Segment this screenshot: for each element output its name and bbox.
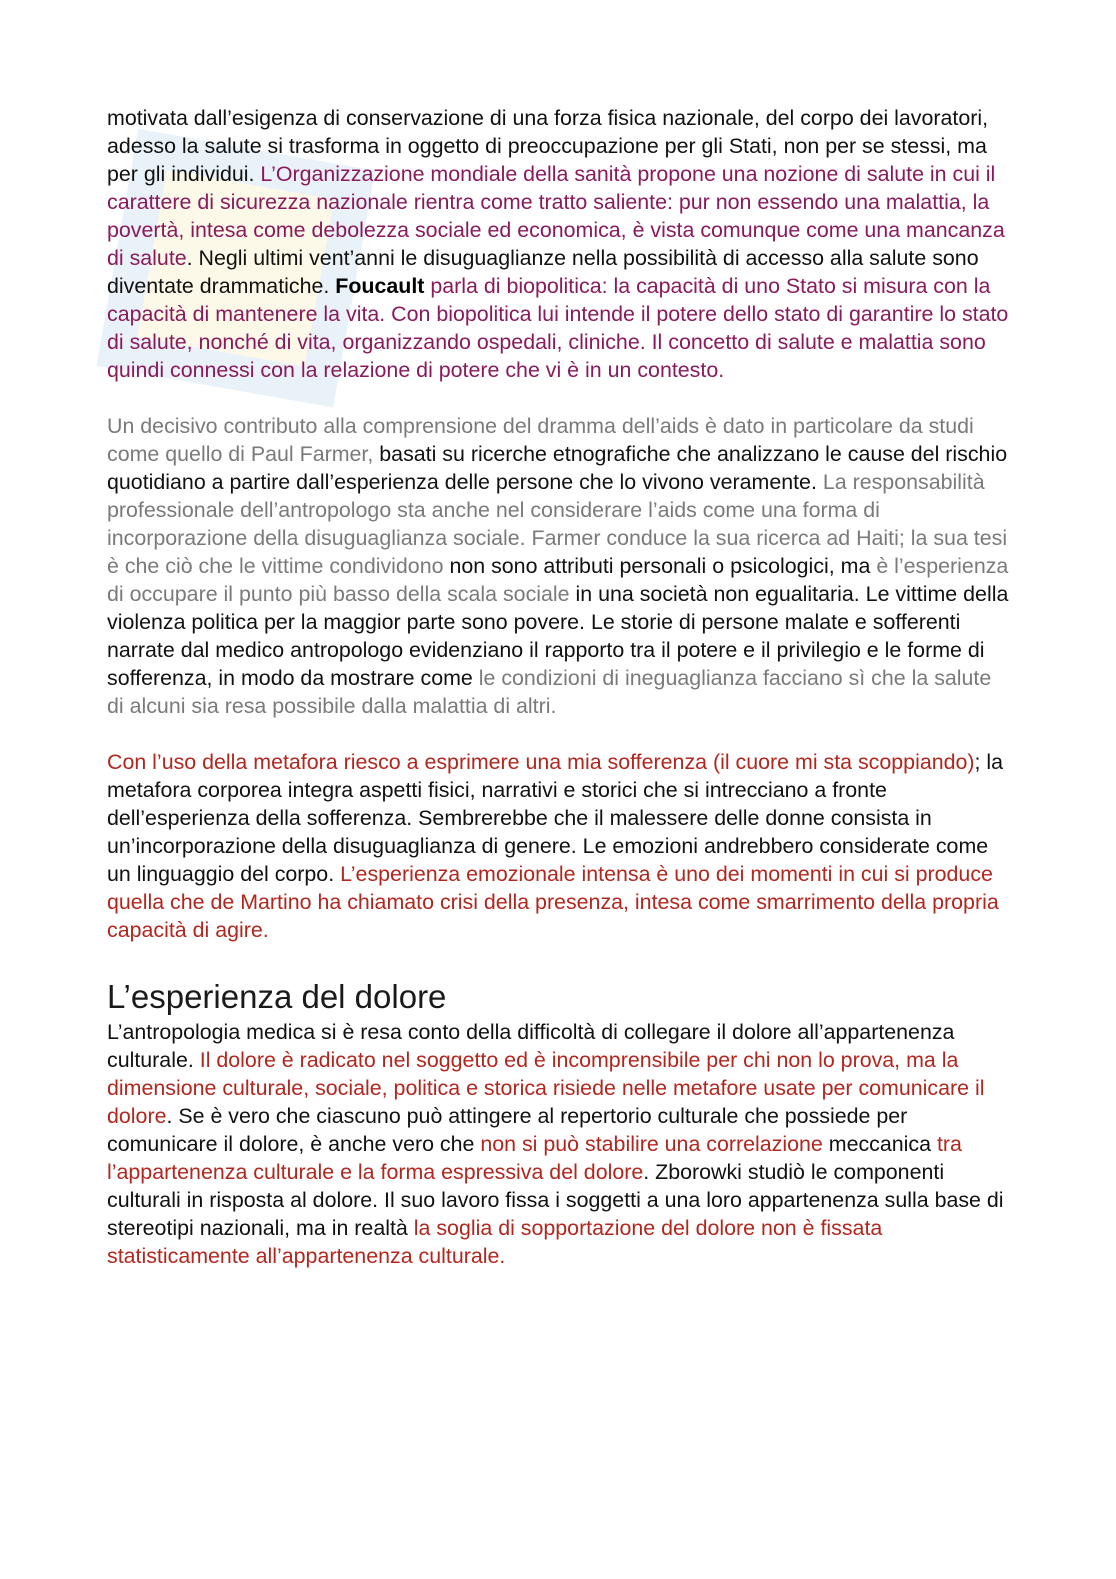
highlighted-text: L’Organizzazione mondiale della sanità propone una nozione di salute in cui il carattere di sicurezza nazionale rientra come tratto saliente: pur non essendo una malattia, la povertà, intesa come debolezza sociale ed economica, è vista comunque come una mancanza di salute (107, 162, 1005, 270)
paragraph-metafora (107, 748, 1012, 944)
text-segment: ; la metafora corporea integra aspetti fisici, narrativi e storici che si intrecciano a fronte dell’esperienza della sofferenza. Sembrerebbe che il malessere delle donne consista in un’incorporazione della disuguaglianza di genere. Le emozioni andrebbero considerate come un linguaggio del corpo. (107, 750, 1004, 886)
text-segment: . Zborowki studiò le componenti culturali in risposta al dolore. Il suo lavoro fissa i soggetti a una loro appartenenza sulla base di stereotipi nazionali, ma in realtà (107, 1160, 1004, 1240)
text-segment: . Negli ultimi vent’anni le disuguaglianze nella possibilità di accesso alla salute sono diventate drammatiche. (107, 246, 979, 298)
highlighted-text: Un decisivo contributo alla comprensione del dramma dell’aids è dato in particolare da studi come quello di Paul Farmer, (107, 414, 974, 466)
text-segment: . Se è vero che ciascuno può attingere al repertorio culturale che possiede per comunicare il dolore, è anche vero che (107, 1104, 908, 1156)
highlighted-text: Il dolore è radicato nel soggetto ed è incomprensibile per chi non lo prova, ma la dimensione culturale, sociale, politica e storica risiede nelle metafore usate per comunicare il dolore (107, 1048, 985, 1128)
text-segment: L’antropologia medica si è resa conto della difficoltà di collegare il dolore all’appartenenza culturale. (107, 1020, 955, 1072)
highlighted-text: parla di biopolitica: la capacità di uno Stato si misura con la capacità di mantenere la vita. Con biopolitica lui intende il potere dello stato di garantire lo stato di salute, nonché di vita, organizzando ospedali, cliniche. Il concetto di salute e malattia sono quindi connessi con la relazione di potere che vi è in un contesto. (107, 274, 1009, 382)
paragraph-farmer (107, 412, 1012, 720)
paragraph-dolore (107, 1018, 1012, 1270)
section-heading: L’esperienza del dolore (107, 978, 447, 1015)
highlighted-text: tra l’appartenenza culturale e la forma espressiva del dolore (107, 1132, 962, 1184)
bold-name-foucault: Foucault (335, 274, 425, 298)
text-segment: basati su ricerche etnografiche che analizzano le cause del rischio quotidiano a partire dall’esperienza delle persone che lo vivono veramente. (107, 442, 1008, 494)
text-segment: in una società non egualitaria. Le vittime della violenza politica per la maggior parte sono povere. Le storie di persone malate e sofferenti narrate dal medico antropologo evidenziano il rapporto tra il potere e il privilegio e le forme di sofferenza, in modo da mostrare come (107, 582, 1009, 690)
highlighted-text: non si può stabilire una correlazione (480, 1132, 823, 1156)
highlighted-text: la soglia di sopportazione del dolore non è fissata statisticamente all’appartenenza culturale. (107, 1216, 883, 1268)
highlighted-text: Con l’uso della metafora riesco a esprimere una mia sofferenza (il cuore mi sta scoppiando) (107, 750, 975, 774)
highlighted-text: L’esperienza emozionale intensa è uno dei momenti in cui si produce quella che de Martino ha chiamato crisi della presenza, intesa come smarrimento della propria capacità di agire. (107, 862, 999, 942)
text-segment: non sono attributi personali o psicologici, ma (443, 554, 877, 578)
highlighted-text: La responsabilità professionale dell’antropologo sta anche nel considerare l’aids come una forma di incorporazione della disuguaglianza sociale. Farmer conduce la sua ricerca ad Haiti; la sua tesi è che ciò che le vittime condividono (107, 470, 1008, 578)
highlighted-text: le condizioni di ineguaglianza facciano sì che la salute di alcuni sia resa possibile dalla malattia di altri. (107, 666, 992, 718)
document-body (107, 104, 1012, 1270)
highlighted-text: è l’esperienza di occupare il punto più basso della scala sociale (107, 554, 1009, 606)
text-segment: motivata dall’esigenza di conservazione di una forza fisica nazionale, del corpo dei lavoratori, adesso la salute si trasforma in oggetto di preoccupazione per gli Stati, non per se stessi, ma per gli individui. (107, 106, 989, 186)
text-segment: meccanica (822, 1132, 937, 1156)
paragraph-biopolitica (107, 104, 1012, 384)
